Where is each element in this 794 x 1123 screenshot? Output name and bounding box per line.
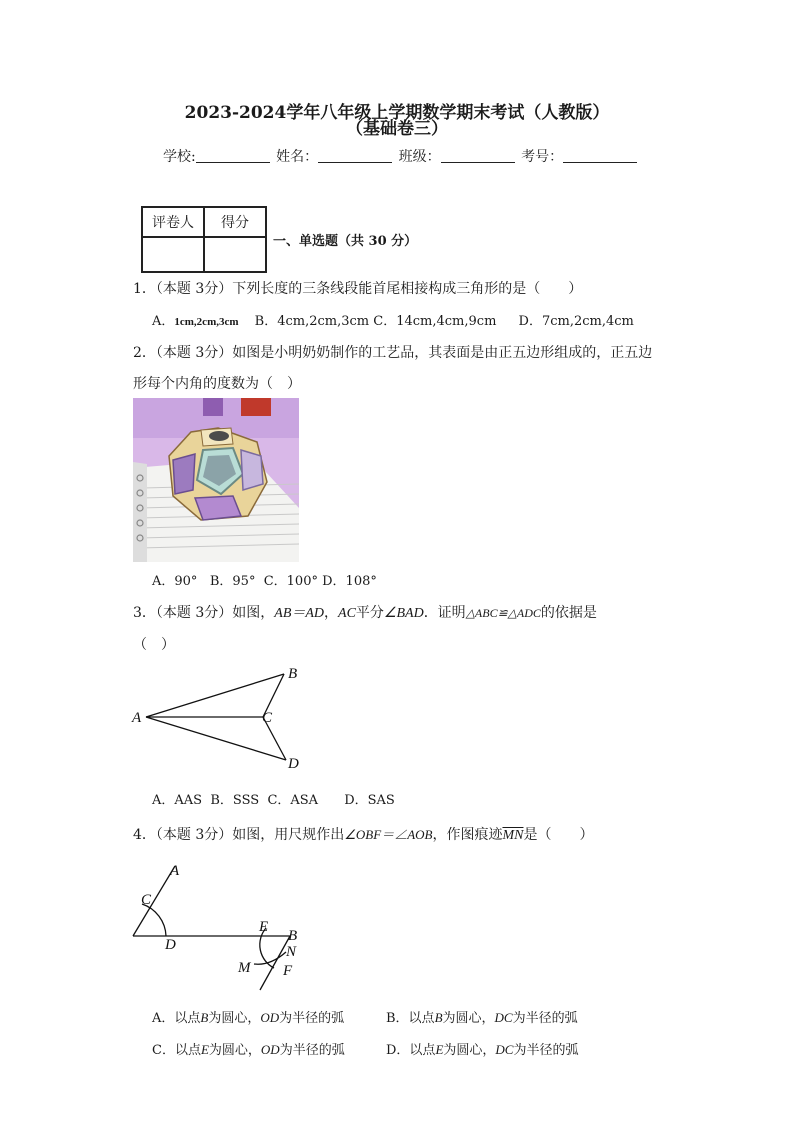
label-c: C	[141, 892, 152, 908]
q4-b-text1: B．以点	[386, 1011, 435, 1026]
triangle-figure	[128, 660, 318, 776]
q4-suffix: 是（ ）	[523, 827, 594, 843]
q4-d-segment: DC	[495, 1042, 514, 1057]
grader-cell[interactable]	[142, 237, 204, 272]
q2-option-c[interactable]: C．100°	[263, 574, 318, 589]
dodecahedron-craft-photo	[133, 398, 299, 562]
q4-b-segment: DC	[494, 1010, 513, 1025]
q4-math-angle: ∠OBF＝∠AOB	[344, 827, 433, 842]
q4-a-segment: OD	[260, 1010, 280, 1025]
q2-option-d[interactable]: D．108°	[322, 574, 377, 589]
q3-option-b[interactable]: B．SSS	[210, 793, 260, 808]
q4-option-d[interactable]	[386, 1039, 578, 1058]
q4-a-text1: A．以点	[152, 1011, 201, 1026]
name-blank[interactable]	[318, 148, 392, 163]
q4-d-point: E	[435, 1042, 444, 1057]
q3-mid: 平分	[355, 605, 384, 621]
label-n: N	[286, 944, 297, 960]
q4-option-c[interactable]	[152, 1039, 345, 1058]
q3-suffix: 的依据是	[540, 605, 597, 621]
question-3-stem	[133, 602, 597, 622]
q4-c-text1: C．以点	[152, 1043, 201, 1058]
q4-c-point: E	[200, 1042, 209, 1057]
class-label: 班级：	[398, 149, 441, 165]
grader-header: 评卷人	[142, 207, 204, 237]
question-4-stem	[133, 824, 593, 844]
q4-b-text3: 为半径的弧	[512, 1011, 578, 1026]
label-b: B	[288, 928, 298, 944]
school-label: 学校:	[163, 149, 196, 165]
class-blank[interactable]	[441, 148, 515, 163]
q3-option-a[interactable]: A．AAS	[152, 793, 203, 808]
q4-math-arc: $\overline{MN}$	[502, 828, 524, 843]
q2-option-a[interactable]: A．90°	[152, 574, 198, 589]
score-header: 得分	[204, 207, 266, 237]
q1-option-d[interactable]: D．7cm,2cm,4cm	[518, 314, 634, 329]
q4-option-b[interactable]	[386, 1007, 578, 1026]
q4-b-text2: 为圆心，	[442, 1011, 495, 1026]
label-d: D	[288, 756, 299, 772]
score-cell[interactable]	[204, 237, 266, 272]
name-label: 姓名：	[276, 149, 319, 165]
student-info-line	[163, 146, 639, 166]
q1-option-c[interactable]: C．14cm,4cm,9cm	[373, 314, 497, 329]
construction-figure	[128, 858, 318, 998]
label-m: M	[238, 960, 251, 976]
q4-d-text1: D．以点	[386, 1043, 436, 1058]
q1-option-a-label[interactable]: A．	[152, 314, 175, 329]
q1-option-a-value: 1cm,2cm,3cm	[174, 316, 239, 328]
q4-option-a[interactable]	[152, 1007, 344, 1026]
q4-mid: ，作图痕迹	[432, 827, 503, 843]
exam-no-blank[interactable]	[563, 148, 637, 163]
question-2-stem-line1: 2．（本题 3分）如图是小明奶奶制作的工艺品，其表面是由正五边形组成的，正五边	[133, 345, 653, 361]
label-b: B	[288, 666, 298, 682]
label-c: C	[262, 710, 273, 726]
school-blank[interactable]	[196, 148, 270, 163]
label-a: A	[170, 863, 180, 879]
q3-math-ac: AC	[338, 606, 356, 621]
question-2-stem-line2: 形每个内角的度数为（ ）	[133, 376, 301, 392]
page-subtitle	[0, 114, 794, 139]
q3-mid2: ．证明	[423, 605, 466, 621]
q3-option-c[interactable]: C．ASA	[267, 793, 319, 808]
label-e: E	[259, 919, 269, 935]
label-a: A	[132, 710, 142, 726]
q4-d-text3: 为半径的弧	[513, 1043, 579, 1058]
q4-c-text3: 为半径的弧	[279, 1043, 345, 1058]
q3-math-ab-ad: AB＝AD	[274, 606, 325, 621]
label-f: F	[283, 963, 293, 979]
page-title: 2023-2024学年八年级上学期数学期末考试（人教版）	[184, 103, 610, 123]
label-d: D	[165, 937, 176, 953]
q3-sep: ，	[324, 605, 339, 621]
score-table	[141, 206, 267, 273]
q4-a-text2: 为圆心，	[208, 1011, 261, 1026]
q3-stem-prefix: 3．（本题 3分）如图，	[133, 605, 275, 621]
question-3-stem-line2: （ ）	[133, 637, 175, 653]
section-heading: 一、单选题（共 30 分）	[273, 234, 418, 249]
q4-a-point: B	[200, 1010, 209, 1025]
q3-math-congruence: △ABC≌△ADC	[465, 606, 541, 620]
subtitle-text: （基础卷三）	[346, 119, 448, 139]
q3-option-d[interactable]: D．SAS	[344, 793, 395, 808]
q4-b-point: B	[434, 1010, 443, 1025]
q4-c-text2: 为圆心，	[208, 1043, 261, 1058]
q3-math-angle: ∠BAD	[383, 606, 424, 621]
q4-c-segment: OD	[260, 1042, 280, 1057]
q4-a-text3: 为半径的弧	[279, 1011, 345, 1026]
question-2-options	[152, 570, 377, 589]
q1-option-b[interactable]: B．4cm,2cm,3cm	[254, 314, 370, 329]
question-1-options	[152, 310, 634, 329]
exam-no-label: 考号：	[521, 149, 564, 165]
q2-option-b[interactable]: B．95°	[209, 574, 256, 589]
q4-d-text2: 为圆心，	[443, 1043, 496, 1058]
question-1-stem: 1．（本题 3分）下列长度的三条线段能首尾相接构成三角形的是（ ）	[133, 281, 583, 297]
question-3-options	[152, 789, 395, 808]
q4-stem-prefix: 4．（本题 3分）如图，用尺规作出	[133, 827, 345, 843]
